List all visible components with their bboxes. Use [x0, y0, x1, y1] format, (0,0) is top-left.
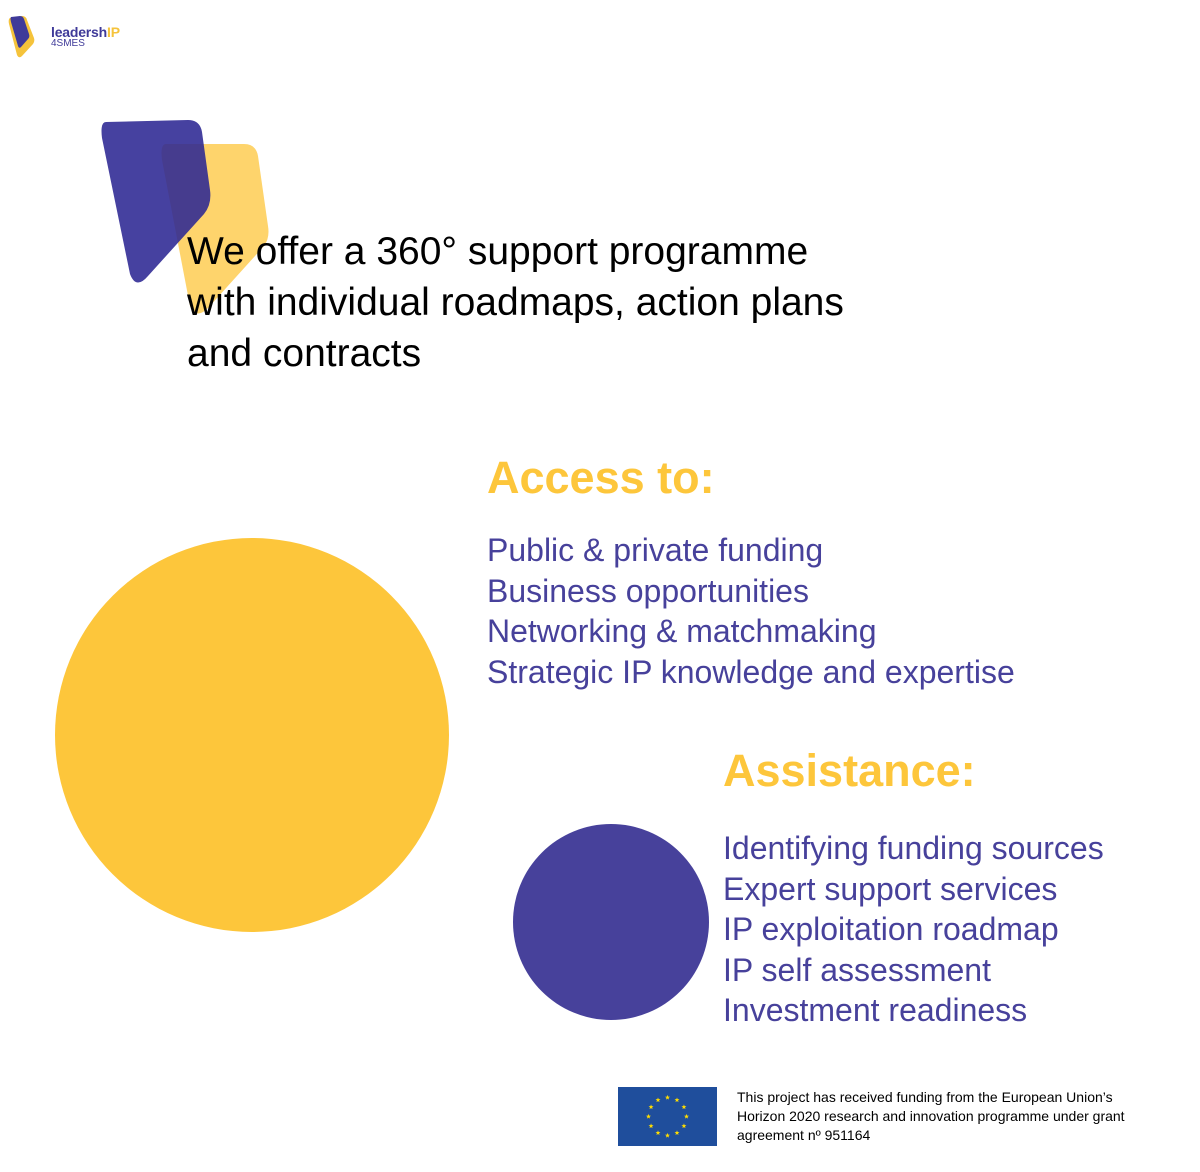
funding-line: agreement nº 951164 [737, 1127, 871, 1143]
list-item: IP self assessment [723, 951, 991, 988]
headline [187, 226, 947, 379]
headline-line: with individual roadmaps, action plans [187, 281, 844, 324]
eu-star-icon [684, 1114, 689, 1119]
eu-star-icon [649, 1123, 654, 1128]
access-title: Access to: [487, 452, 715, 503]
eu-star-icon [665, 1133, 670, 1138]
eu-star-icon [665, 1095, 670, 1100]
brand-logo [8, 14, 138, 60]
list-item: Expert support services [723, 870, 1058, 907]
brand-name: leadershIP [51, 24, 120, 40]
funding-line: Horizon 2020 research and innovation programme under grant [737, 1108, 1125, 1124]
eu-star-icon [675, 1097, 680, 1102]
list-item: Investment readiness [723, 992, 1028, 1029]
list-item: Business opportunities [487, 572, 809, 609]
funding-line: This project has received funding from the European Union’s [737, 1089, 1113, 1105]
list-item: IP exploitation roadmap [723, 911, 1059, 948]
eu-star-icon [656, 1097, 661, 1102]
list-item: Networking & matchmaking [487, 613, 877, 650]
leadership-logo-icon [8, 14, 48, 60]
eu-star-icon [649, 1104, 654, 1109]
access-list [487, 530, 1015, 692]
eu-star-icon [681, 1104, 686, 1109]
assistance-list [723, 828, 1104, 1031]
eu-star-icon [646, 1114, 651, 1119]
eu-star-icon [675, 1130, 680, 1135]
assistance-title: Assistance: [723, 745, 976, 796]
eu-star-icon [681, 1123, 686, 1128]
eu-flag-icon [618, 1087, 717, 1146]
yellow-circle [55, 538, 449, 932]
list-item: Public & private funding [487, 532, 824, 568]
funding-statement [737, 1088, 1192, 1145]
headline-line: and contracts [187, 332, 422, 375]
eu-star-icon [656, 1130, 661, 1135]
list-item: Identifying funding sources [723, 830, 1104, 866]
brand-subtitle: 4SMES [51, 38, 85, 49]
headline-line: We offer a 360° support programme [187, 230, 809, 273]
list-item: Strategic IP knowledge and expertise [487, 653, 1015, 690]
blue-circle [513, 824, 709, 1020]
